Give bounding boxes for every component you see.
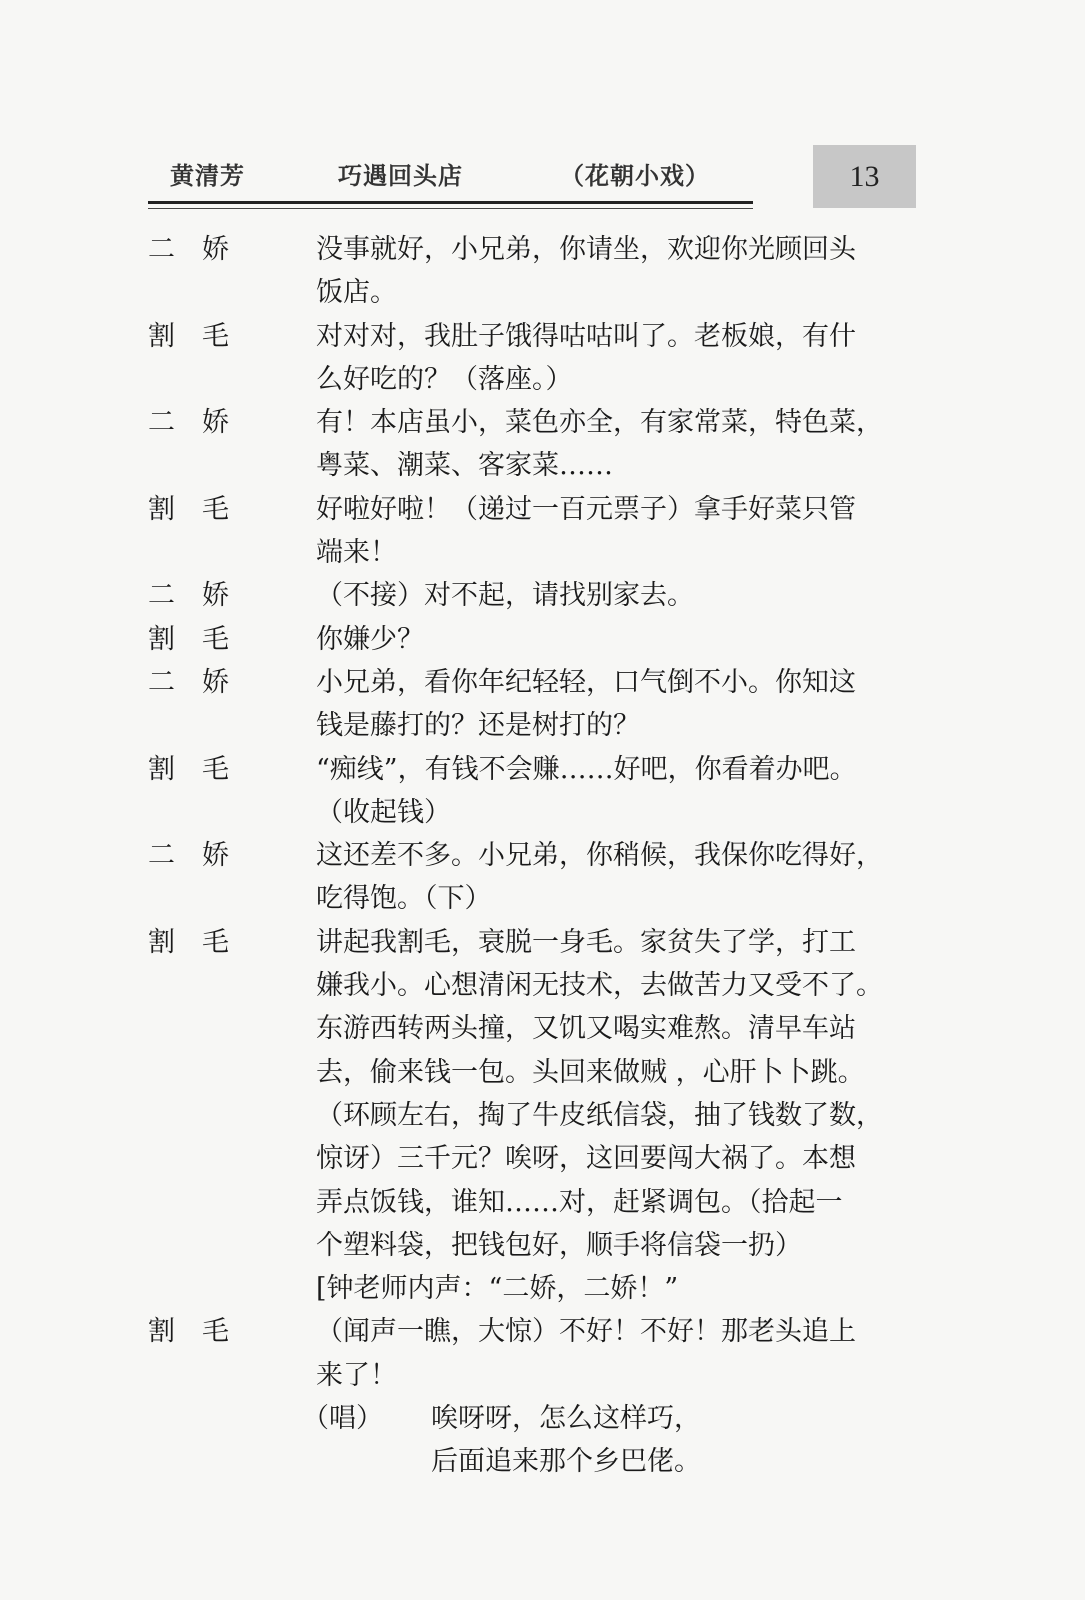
dialogue-line: 端来！ xyxy=(316,537,397,569)
dialogue-line: 小兄弟，看你年纪轻轻，口气倒不小。你知这 xyxy=(316,666,856,698)
dialogue-line: 东游西转两头撞，又饥又喝实难熬。清早车站 xyxy=(316,1013,856,1045)
header-author: 黄清芳 xyxy=(170,162,245,190)
speaker-name: 二 娇 xyxy=(148,580,229,612)
dialogue-row xyxy=(148,748,918,835)
dialogue-text xyxy=(316,228,918,315)
dialogue-text xyxy=(316,1310,918,1397)
dialogue-line: 钱是藤打的？还是树打的？ xyxy=(316,710,640,742)
song-block xyxy=(148,1397,918,1484)
running-header xyxy=(148,152,753,200)
dialogue-line: （闻声一瞧，大惊）不好！不好！那老头追上 xyxy=(316,1316,856,1348)
header-title: 巧遇回头店 xyxy=(338,162,463,190)
dialogue-text xyxy=(316,618,918,661)
dialogue-row xyxy=(148,401,918,488)
dialogue-line: [钟老师内声：“二娇，二娇！” xyxy=(316,1273,679,1305)
dialogue-line: 饭店。 xyxy=(316,277,397,309)
song-verse: 后面追来那个乡巴佬。 xyxy=(431,1446,701,1478)
speaker-name: 割 毛 xyxy=(148,1316,229,1348)
dialogue-line: 么好吃的？（落座。） xyxy=(316,363,573,395)
header-subtitle: （花朝小戏） xyxy=(560,162,710,190)
speaker-name: 二 娇 xyxy=(148,234,229,265)
dialogue-line: 粤菜、潮菜、客家菜…… xyxy=(316,450,613,482)
dialogue-line: 讲起我割毛，衰脱一身毛。家贫失了学，打工 xyxy=(316,926,856,958)
dialogue-row xyxy=(148,618,918,661)
dialogue-line: 这还差不多。小兄弟，你稍候，我保你吃得好， xyxy=(316,840,883,872)
dialogue-row xyxy=(148,574,918,617)
dialogue-line: 吃得饱。（下） xyxy=(316,883,492,915)
dialogue-list xyxy=(148,228,918,1397)
dialogue-row xyxy=(148,315,918,402)
dialogue-line: （收起钱） xyxy=(316,796,451,828)
dialogue-text xyxy=(316,921,918,1311)
dialogue-text xyxy=(316,748,918,835)
dialogue-row xyxy=(148,834,918,921)
dialogue-text xyxy=(316,401,918,488)
song-verses xyxy=(391,1397,701,1484)
dialogue-line: 来了！ xyxy=(316,1359,397,1391)
dialogue-row xyxy=(148,1310,918,1397)
dialogue-line: （不接）对不起，请找别家去。 xyxy=(316,580,694,612)
speaker-name: 二 娇 xyxy=(148,666,229,698)
dialogue-row xyxy=(148,228,918,315)
speaker-name: 二 娇 xyxy=(148,407,229,439)
script-body xyxy=(148,228,918,1484)
header-rule-thin xyxy=(148,208,753,209)
dialogue-text xyxy=(316,661,918,748)
dialogue-line: 好啦好啦！（递过一百元票子）拿手好菜只管 xyxy=(316,493,856,525)
dialogue-row xyxy=(148,921,918,1311)
speaker-name: 割 毛 xyxy=(148,320,229,352)
speaker-name: 割 毛 xyxy=(148,623,229,655)
dialogue-line: 惊讶）三千元？唉呀，这回要闯大祸了。本想 xyxy=(316,1143,856,1175)
speaker-name: 割 毛 xyxy=(148,493,229,525)
dialogue-line: （环顾左右，掏了牛皮纸信袋，抽了钱数了数， xyxy=(316,1099,883,1131)
dialogue-row xyxy=(148,661,918,748)
page-number: 13 xyxy=(813,145,916,208)
dialogue-text xyxy=(316,574,918,617)
dialogue-line: 对对对，我肚子饿得咕咕叫了。老板娘，有什 xyxy=(316,320,856,352)
song-mark: （唱） xyxy=(302,1403,383,1435)
dialogue-text xyxy=(316,315,918,402)
dialogue-text xyxy=(316,488,918,575)
header-rule-thick xyxy=(148,201,753,204)
dialogue-line: 个塑料袋，把钱包好，顺手将信袋一扔） xyxy=(316,1229,802,1261)
speaker-name: 二 娇 xyxy=(148,840,229,872)
dialogue-line: 去，偷来钱一包。头回来做贼 ，心肝卜卜跳。 xyxy=(316,1056,865,1088)
dialogue-line: “痴线”，有钱不会赚……好吧，你看着办吧。 xyxy=(316,753,857,785)
dialogue-row xyxy=(148,488,918,575)
dialogue-line: 你嫌少？ xyxy=(316,623,424,655)
speaker-name: 割 毛 xyxy=(148,926,229,958)
dialogue-line: 嫌我小。心想清闲无技术，去做苦力又受不了。 xyxy=(316,970,883,1002)
dialogue-line: 有！本店虽小，菜色亦全，有家常菜，特色菜， xyxy=(316,407,883,439)
dialogue-line: 没事就好，小兄弟，你请坐，欢迎你光顾回头 xyxy=(316,234,856,265)
dialogue-text xyxy=(316,834,918,921)
song-verse: 唉呀呀，怎么这样巧， xyxy=(431,1403,701,1435)
dialogue-line: 弄点饭钱，谁知……对，赶紧调包。（拾起一 xyxy=(316,1186,843,1218)
speaker-name: 割 毛 xyxy=(148,753,229,785)
